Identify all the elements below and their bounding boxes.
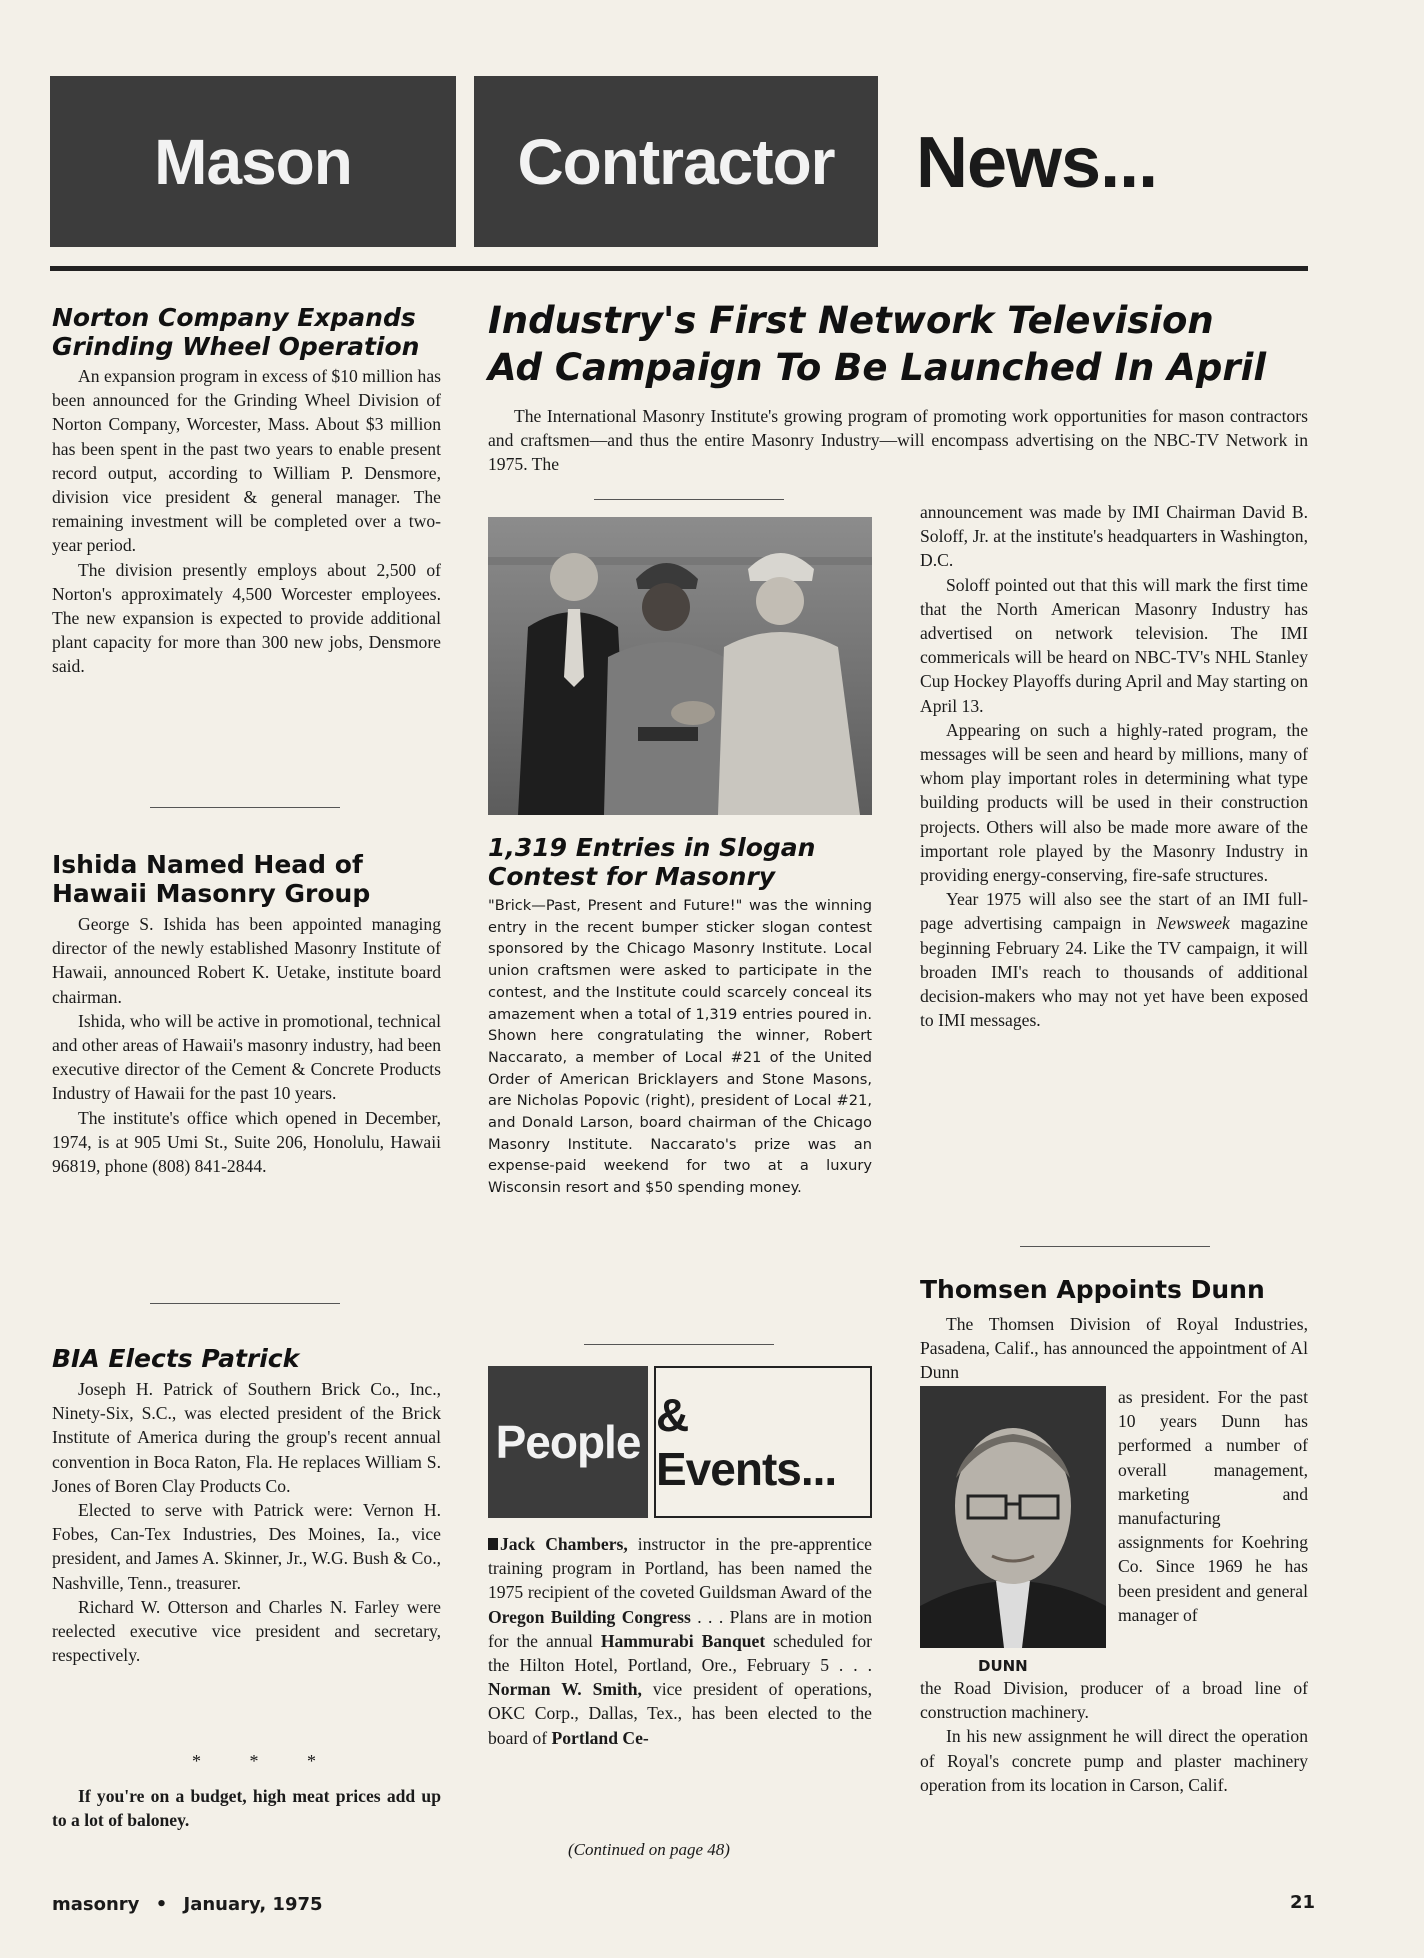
slogan-title-line1: 1,319 Entries in Slogan bbox=[488, 833, 816, 862]
norton-title-line1: Norton Company Expands bbox=[52, 303, 416, 332]
people-name-smith: Norman W. Smith, bbox=[488, 1679, 642, 1700]
norton-title bbox=[52, 303, 452, 361]
bullet-square-icon bbox=[488, 1538, 498, 1550]
tv-headline bbox=[488, 297, 1308, 391]
masthead-contractor bbox=[474, 76, 878, 247]
norton-body bbox=[52, 364, 441, 679]
people-text-4: vice president of operations, OKC Corp., Dallas, Tex., has been elected to the board of bbox=[488, 1679, 872, 1748]
tv-paragraph-2: Soloff pointed out that this will mark the first time that the North American Masonry Industry has advertised on network television. The IMI commericals will be heard on NBC-TV's NHL Stanley Cup Hockey Playoffs during April and May starting on April 13. bbox=[920, 574, 1308, 716]
thomsen-intro bbox=[920, 1312, 1308, 1385]
people-name-chambers: Jack Chambers, bbox=[500, 1534, 628, 1554]
tv-paragraph-1: announcement was made by IMI Chairman David B. Soloff, Jr. at the institute's headquarters in Washington, D.C. bbox=[920, 502, 1308, 571]
thomsen-paragraph-2: In his new assignment he will direct the operation of Royal's concrete pump and plaster machinery operation from its location in Carson, Calif. bbox=[920, 1726, 1308, 1795]
divider bbox=[584, 1344, 774, 1345]
norton-title-line2: Grinding Wheel Operation bbox=[52, 332, 420, 361]
continued-note: (Continued on page 48) bbox=[568, 1840, 730, 1859]
thomsen-wrap-text: as president. For the past 10 years Dunn has performed a number of overall management, marketing and manufacturing assignments for Koehring Co. Since 1969 he has been president and general manager of bbox=[1118, 1387, 1308, 1625]
dunn-portrait bbox=[920, 1386, 1106, 1648]
people-events-logo-dark bbox=[488, 1366, 648, 1518]
thomsen-paragraph-1-cont: the Road Division, producer of a broad line of construction machinery. bbox=[920, 1678, 1308, 1723]
footer-publication-line bbox=[52, 1894, 323, 1915]
slogan-title bbox=[488, 833, 872, 891]
tv-headline-line1: Industry's First Network Television bbox=[488, 299, 1214, 342]
newsweek-title: Newsweek bbox=[1156, 913, 1230, 934]
dunn-portrait-image bbox=[920, 1386, 1106, 1648]
people-paragraph bbox=[488, 1532, 872, 1750]
bia-body bbox=[52, 1377, 441, 1667]
ishida-paragraph-3: The institute's office which opened in December, 1974, is at 905 Umi St., Suite 206, Honolulu, Hawaii 96819, phone (808) 841-2844. bbox=[52, 1107, 441, 1177]
divider bbox=[594, 499, 784, 500]
thomsen-paragraph-1: The Thomsen Division of Royal Industries, Pasadena, Calif., has announced the appointment of Al Dunn bbox=[920, 1314, 1308, 1383]
slogan-title-line2: Contest for Masonry bbox=[488, 862, 776, 891]
norton-paragraph-1: An expansion program in excess of $10 million has been announced for the Grinding Wheel Division of Norton Company, Worcester, Mass. About $3 million has been spent in the past two years to enable present record output, according to William P. Densmore, division vice president & general manager. The remaining investment will be completed over a two-year period. bbox=[52, 366, 441, 556]
bia-quip bbox=[52, 1784, 441, 1832]
thomsen-body-cont bbox=[920, 1676, 1308, 1797]
ishida-paragraph-1: George S. Ishida has been appointed managing director of the newly established Masonry Institute of Hawaii, announced Robert K. Uetake, institute board chairman. bbox=[52, 914, 441, 1007]
slogan-photo-image bbox=[488, 517, 872, 815]
people-events-word-events: & Events... bbox=[656, 1389, 837, 1495]
bia-paragraph-2: Elected to serve with Patrick were: Vernon H. Fobes, Can-Tex Industries, Des Moines, Ia., vice president, and James A. Skinner, Jr., W.G. Bush & Co., Nashville, Tenn., treasurer. bbox=[52, 1500, 441, 1593]
tv-intro-text: The International Masonry Institute's growing program of promoting work opportunities for mason contractors and craftsmen—and thus the entire Masonry Industry—will encompass advertising on the NBC-TV Network in 1975. The bbox=[488, 406, 1308, 475]
slogan-photo bbox=[488, 517, 872, 815]
divider bbox=[150, 807, 340, 808]
ishida-title-line2: Hawaii Masonry Group bbox=[52, 879, 371, 908]
slogan-body-text: "Brick—Past, Present and Future!" was the winning entry in the recent bumper sticker slogan contest sponsored by the Chicago Masonry Institute. Local union craftsmen were asked to participate in the contest, and the Institute could scarcely conceal its amazement when a total of 1,319 entries poured in. Shown here congratulating the winner, Robert Naccarato, a member of Local #21 of the United Order of American Bricklayers and Stone Masons, are Nicholas Popovic (right), president of Local #21, and Donald Larson, board chairman of the Chicago Masonry Institute. Naccarato's prize was an expense-paid weekend for two at a luxury Wisconsin resort and $50 spending money. bbox=[488, 897, 872, 1197]
masthead-rule bbox=[50, 266, 1308, 271]
people-text-1: instructor in the pre-apprentice training program in Portland, has been named the 1975 recipient of the coveted Guildsman Award of the bbox=[488, 1534, 872, 1603]
people-text-2: . . . Plans are in motion for the annual bbox=[488, 1606, 872, 1651]
people-name-obc: Oregon Building Congress bbox=[488, 1606, 691, 1627]
tv-paragraph-4b: magazine beginning February 24. Like the TV campaign, it will broaden IMI's reach to thousands of additional decision-makers who may not yet have been exposed to IMI messages. bbox=[920, 913, 1308, 1031]
bia-paragraph-1: Joseph H. Patrick of Southern Brick Co., Inc., Ninety-Six, S.C., was elected president of the Brick Institute of America during the group's recent annual convention in Boca Raton, Fla. He replaces William S. Jones of Boren Clay Products Co. bbox=[52, 1379, 441, 1496]
masthead-word-mason: Mason bbox=[154, 125, 352, 198]
people-events-logo-light bbox=[654, 1366, 872, 1518]
footer-bullet: • bbox=[155, 1894, 168, 1915]
people-name-portland: Portland Ce- bbox=[551, 1727, 649, 1748]
masthead-news: News... bbox=[916, 123, 1158, 203]
divider bbox=[150, 1303, 340, 1304]
ishida-title bbox=[52, 850, 452, 908]
tv-paragraph-4 bbox=[920, 887, 1308, 1032]
thomsen-wrap bbox=[1118, 1385, 1308, 1627]
tv-paragraph-3: Appearing on such a highly-rated program, the messages will be seen and heard by millions, many of whom play important roles in determining what type building products will be used in their construction projects. Others will also be made more aware of the important role played by the Masonry Industry in providing energy-conserving, fire-safe structures. bbox=[920, 719, 1308, 886]
people-body bbox=[488, 1532, 872, 1750]
footer-publication: masonry bbox=[52, 1894, 140, 1915]
people-text-3: scheduled for the Hilton Hotel, Portland, Ore., February 5 . . . bbox=[488, 1630, 872, 1676]
ishida-body bbox=[52, 912, 441, 1178]
ishida-title-line1: Ishida Named Head of bbox=[52, 850, 363, 879]
tv-headline-line2: Ad Campaign To Be Launched In April bbox=[488, 346, 1267, 389]
norton-paragraph-2: The division presently employs about 2,500 of Norton's approximately 4,500 Worcester employees. The new expansion is expected to provide additional plant capacity for more than 300 new jobs, Densmore said. bbox=[52, 559, 441, 677]
people-events-word-people: People bbox=[495, 1416, 641, 1468]
page-number: 21 bbox=[1290, 1892, 1316, 1913]
tv-intro bbox=[488, 404, 1308, 477]
thomsen-title: Thomsen Appoints Dunn bbox=[920, 1275, 1265, 1304]
bia-title: BIA Elects Patrick bbox=[52, 1344, 300, 1373]
tv-paragraph-4a: Year 1975 will also see the start of an IMI full-page advertising campaign in bbox=[920, 889, 1308, 934]
bia-quip-text: If you're on a budget, high meat prices add up to a lot of baloney. bbox=[52, 1786, 441, 1831]
divider bbox=[1020, 1246, 1210, 1247]
dunn-photo-caption: DUNN bbox=[978, 1657, 1028, 1675]
footer-date: January, 1975 bbox=[183, 1894, 323, 1915]
masthead-word-contractor: Contractor bbox=[517, 125, 835, 198]
ishida-paragraph-2: Ishida, who will be active in promotional, technical and other areas of Hawaii's masonry industry, had been executive director of the Cement & Concrete Products Industry of Hawaii for the past 10 years. bbox=[52, 1010, 441, 1104]
section-stars: * * * bbox=[192, 1751, 338, 1771]
people-name-hammurabi: Hammurabi Banquet bbox=[600, 1630, 766, 1651]
slogan-body bbox=[488, 895, 872, 1199]
tv-body bbox=[920, 500, 1308, 1032]
masthead-mason bbox=[50, 76, 456, 247]
bia-paragraph-3: Richard W. Otterson and Charles N. Farley were reelected executive vice president and secretary, respectively. bbox=[52, 1596, 441, 1666]
